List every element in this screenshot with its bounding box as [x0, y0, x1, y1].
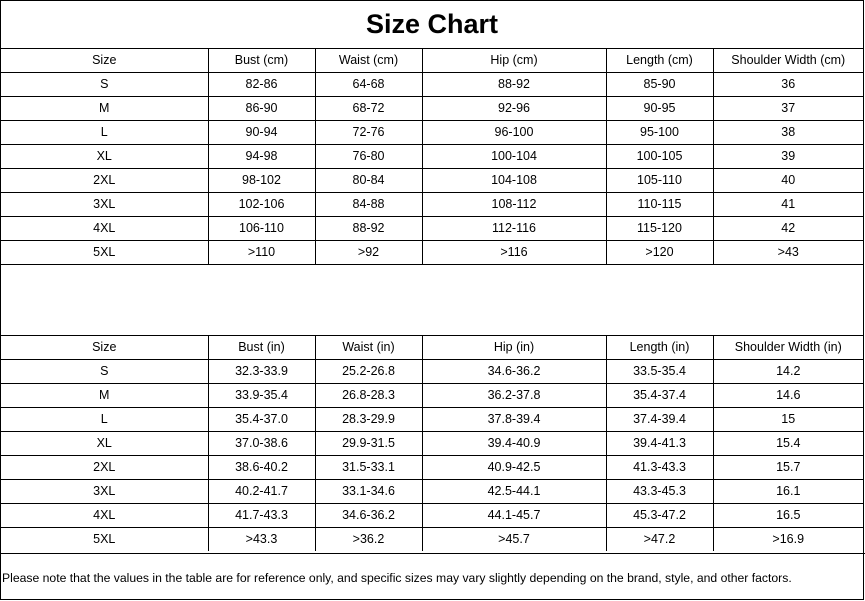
table-cell: 35.4-37.0 — [208, 408, 315, 432]
column-header: Bust (in) — [208, 336, 315, 360]
table-cell: 35.4-37.4 — [606, 384, 713, 408]
column-header: Length (in) — [606, 336, 713, 360]
table-cell: >36.2 — [315, 528, 422, 552]
table-cell: 105-110 — [606, 169, 713, 193]
table-cell: 40.2-41.7 — [208, 480, 315, 504]
table-cell: 88-92 — [422, 73, 606, 97]
table-cell: 15.4 — [713, 432, 863, 456]
table-cell: 88-92 — [315, 217, 422, 241]
table-cell: 14.6 — [713, 384, 863, 408]
table-cell: 40 — [713, 169, 863, 193]
table-cell: 72-76 — [315, 121, 422, 145]
table-cell: 106-110 — [208, 217, 315, 241]
size-label-cell: 3XL — [1, 193, 208, 217]
table-cell: 15.7 — [713, 456, 863, 480]
table-cell: 45.3-47.2 — [606, 504, 713, 528]
table-cell: 115-120 — [606, 217, 713, 241]
table-cell: 40.9-42.5 — [422, 456, 606, 480]
table-cell: 38 — [713, 121, 863, 145]
size-label-cell: L — [1, 408, 208, 432]
table-row — [1, 480, 863, 504]
size-label-cell: L — [1, 121, 208, 145]
table-cell: 34.6-36.2 — [315, 504, 422, 528]
table-cell: 108-112 — [422, 193, 606, 217]
table-cell: 25.2-26.8 — [315, 360, 422, 384]
table-row — [1, 169, 863, 193]
table-cell: 42 — [713, 217, 863, 241]
table-cell: 37 — [713, 97, 863, 121]
table-row — [1, 121, 863, 145]
table-cell: 29.9-31.5 — [315, 432, 422, 456]
size-label-cell: XL — [1, 145, 208, 169]
table-cell: 39 — [713, 145, 863, 169]
table-row — [1, 384, 863, 408]
table-cell: 43.3-45.3 — [606, 480, 713, 504]
size-label-cell: 3XL — [1, 480, 208, 504]
table-cell: 28.3-29.9 — [315, 408, 422, 432]
table-cell: 102-106 — [208, 193, 315, 217]
table-cell: 37.4-39.4 — [606, 408, 713, 432]
table-cell: 44.1-45.7 — [422, 504, 606, 528]
page-title: Size Chart — [1, 1, 863, 49]
table-row — [1, 145, 863, 169]
table-cell: 39.4-40.9 — [422, 432, 606, 456]
table-cell: >110 — [208, 241, 315, 265]
table-cell: >47.2 — [606, 528, 713, 552]
table-cell: >45.7 — [422, 528, 606, 552]
size-label-cell: 4XL — [1, 504, 208, 528]
size-label-cell: 5XL — [1, 241, 208, 265]
table-cell: 85-90 — [606, 73, 713, 97]
table-cell: 39.4-41.3 — [606, 432, 713, 456]
table-row — [1, 360, 863, 384]
table-cell: 104-108 — [422, 169, 606, 193]
table-cell: 26.8-28.3 — [315, 384, 422, 408]
table-cell: 34.6-36.2 — [422, 360, 606, 384]
size-label-cell: 2XL — [1, 456, 208, 480]
table-cell: 31.5-33.1 — [315, 456, 422, 480]
size-label-cell: S — [1, 73, 208, 97]
table-cell: 68-72 — [315, 97, 422, 121]
table-cell: 14.2 — [713, 360, 863, 384]
table-cell: 86-90 — [208, 97, 315, 121]
table-row — [1, 241, 863, 265]
table-cell: >43 — [713, 241, 863, 265]
table-row — [1, 73, 863, 97]
table-header-row — [1, 49, 863, 73]
table-spacer — [1, 265, 863, 335]
table-cell: 33.1-34.6 — [315, 480, 422, 504]
size-label-cell: 5XL — [1, 528, 208, 552]
table-cell: 112-116 — [422, 217, 606, 241]
table-cell: 36 — [713, 73, 863, 97]
reference-note: Please note that the values in the table are for reference only, and specific sizes may vary slightly depending on the brand, style, and other factors. — [1, 553, 865, 601]
table-cell: 82-86 — [208, 73, 315, 97]
table-row — [1, 504, 863, 528]
table-cell: 33.9-35.4 — [208, 384, 315, 408]
table-row — [1, 193, 863, 217]
size-table-cm — [1, 49, 863, 265]
size-label-cell: M — [1, 384, 208, 408]
table-cell: >116 — [422, 241, 606, 265]
size-label-cell: 4XL — [1, 217, 208, 241]
table-cell: >120 — [606, 241, 713, 265]
table-cell: 42.5-44.1 — [422, 480, 606, 504]
table-cell: 41.7-43.3 — [208, 504, 315, 528]
size-label-cell: XL — [1, 432, 208, 456]
column-header: Shoulder Width (in) — [713, 336, 863, 360]
table-cell: 16.5 — [713, 504, 863, 528]
size-label-cell: S — [1, 360, 208, 384]
size-label-cell: M — [1, 97, 208, 121]
column-header: Hip (cm) — [422, 49, 606, 73]
table-header-row — [1, 336, 863, 360]
table-cell: 38.6-40.2 — [208, 456, 315, 480]
table-cell: 100-104 — [422, 145, 606, 169]
column-header: Size — [1, 336, 208, 360]
table-row — [1, 217, 863, 241]
table-cell: 32.3-33.9 — [208, 360, 315, 384]
column-header: Waist (cm) — [315, 49, 422, 73]
table-cell: 95-100 — [606, 121, 713, 145]
table-cell: 15 — [713, 408, 863, 432]
table-cell: 16.1 — [713, 480, 863, 504]
column-header: Waist (in) — [315, 336, 422, 360]
table-cell: 37.8-39.4 — [422, 408, 606, 432]
table-cell: 41.3-43.3 — [606, 456, 713, 480]
table-cell: >92 — [315, 241, 422, 265]
table-row — [1, 432, 863, 456]
size-table-in — [1, 335, 863, 551]
table-cell: 92-96 — [422, 97, 606, 121]
column-header: Bust (cm) — [208, 49, 315, 73]
table-cell: 36.2-37.8 — [422, 384, 606, 408]
column-header: Length (cm) — [606, 49, 713, 73]
table-cell: 90-95 — [606, 97, 713, 121]
table-cell: 37.0-38.6 — [208, 432, 315, 456]
table-cell: 64-68 — [315, 73, 422, 97]
table-cell: 110-115 — [606, 193, 713, 217]
table-cell: >43.3 — [208, 528, 315, 552]
column-header: Size — [1, 49, 208, 73]
table-cell: 33.5-35.4 — [606, 360, 713, 384]
table-cell: 100-105 — [606, 145, 713, 169]
table-row — [1, 456, 863, 480]
table-cell: 84-88 — [315, 193, 422, 217]
size-label-cell: 2XL — [1, 169, 208, 193]
table-cell: 41 — [713, 193, 863, 217]
table-cell: 96-100 — [422, 121, 606, 145]
table-row — [1, 528, 863, 552]
table-cell: 90-94 — [208, 121, 315, 145]
column-header: Hip (in) — [422, 336, 606, 360]
table-cell: 98-102 — [208, 169, 315, 193]
column-header: Shoulder Width (cm) — [713, 49, 863, 73]
table-cell: >16.9 — [713, 528, 863, 552]
table-row — [1, 408, 863, 432]
table-cell: 94-98 — [208, 145, 315, 169]
table-row — [1, 97, 863, 121]
table-cell: 80-84 — [315, 169, 422, 193]
table-cell: 76-80 — [315, 145, 422, 169]
